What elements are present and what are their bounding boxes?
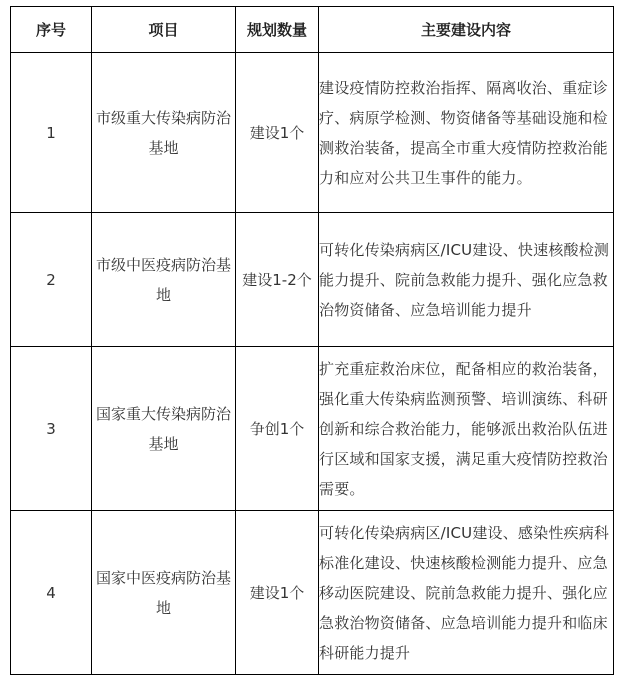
cell-serial-number: 4	[11, 511, 92, 675]
header-row	[11, 7, 614, 53]
cell-project: 国家中医疫病防治基地	[92, 511, 236, 675]
cell-project: 市级中医疫病防治基地	[92, 213, 236, 347]
header-project: 项目	[92, 7, 236, 53]
cell-content: 可转化传染病病区/ICU建设、感染性疾病科标准化建设、快速核酸检测能力提升、应急移动医院建设、院前急救能力提升、强化应急救治物资储备、应急培训能力提升和临床科研能力提升	[319, 511, 614, 675]
table-header	[11, 7, 614, 53]
cell-serial-number: 2	[11, 213, 92, 347]
construction-plan-table	[10, 6, 614, 675]
cell-quantity: 争创1个	[236, 347, 319, 511]
table-body	[11, 53, 614, 675]
cell-serial-number: 1	[11, 53, 92, 213]
header-planned-quantity: 规划数量	[236, 7, 319, 53]
table-row	[11, 511, 614, 675]
cell-content: 建设疫情防控救治指挥、隔离收治、重症诊疗、病原学检测、物资储备等基础设施和检测救治装备，提高全市重大疫情防控救治能力和应对公共卫生事件的能力。	[319, 53, 614, 213]
cell-quantity: 建设1-2个	[236, 213, 319, 347]
cell-content: 扩充重症救治床位，配备相应的救治装备，强化重大传染病监测预警、培训演练、科研创新和综合救治能力，能够派出救治队伍进行区域和国家支援，满足重大疫情防控救治需要。	[319, 347, 614, 511]
header-main-content: 主要建设内容	[319, 7, 614, 53]
table-row	[11, 213, 614, 347]
table-row	[11, 347, 614, 511]
header-serial-number: 序号	[11, 7, 92, 53]
cell-serial-number: 3	[11, 347, 92, 511]
table-row	[11, 53, 614, 213]
cell-project: 市级重大传染病防治基地	[92, 53, 236, 213]
cell-quantity: 建设1个	[236, 53, 319, 213]
cell-content: 可转化传染病病区/ICU建设、快速核酸检测能力提升、院前急救能力提升、强化应急救治物资储备、应急培训能力提升	[319, 213, 614, 347]
cell-project: 国家重大传染病防治基地	[92, 347, 236, 511]
cell-quantity: 建设1个	[236, 511, 319, 675]
